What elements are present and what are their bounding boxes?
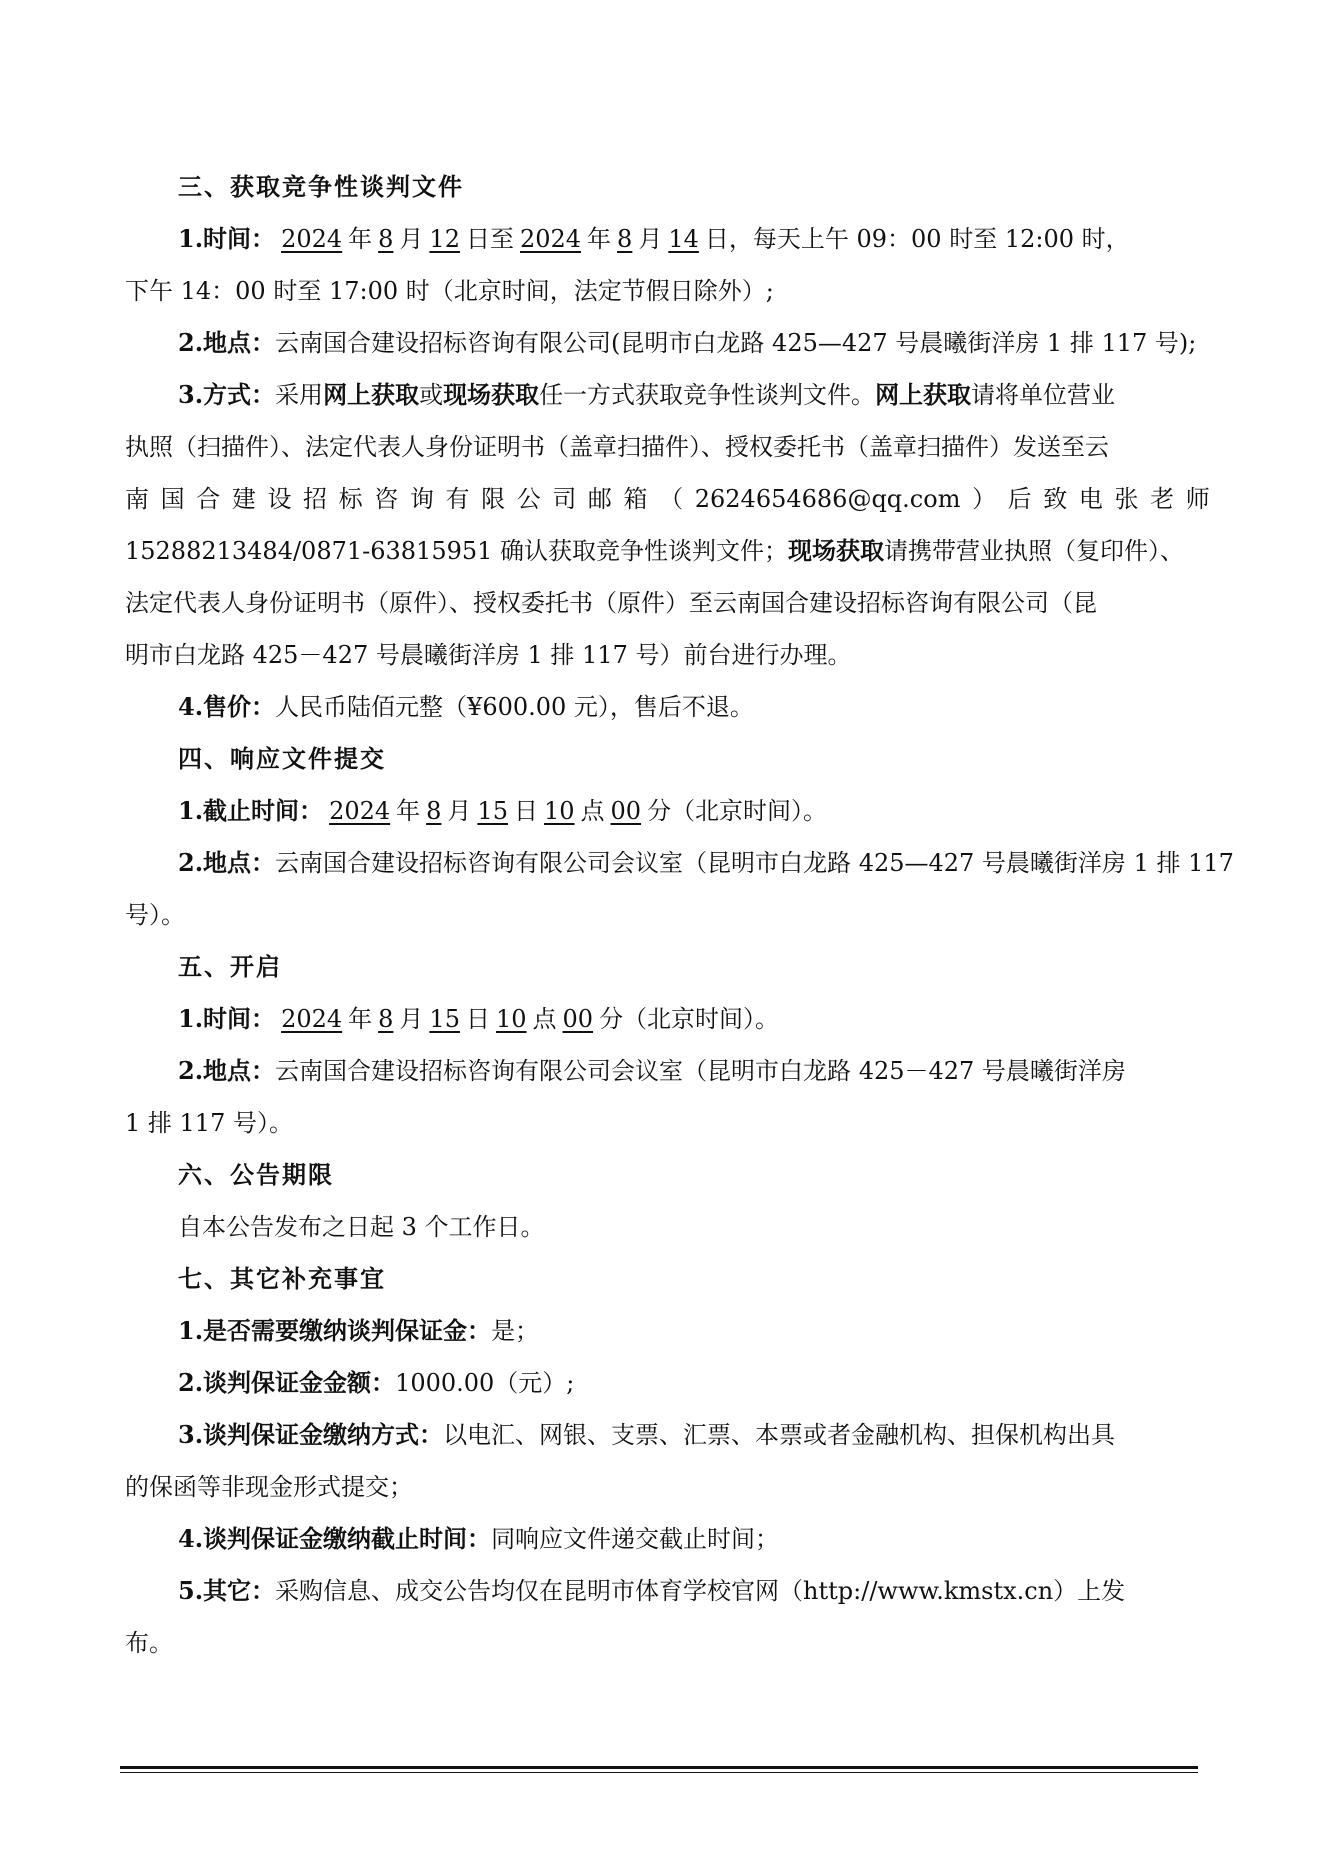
s4-deadline-line: [178, 794, 1210, 828]
s3-time-day-1: 12: [429, 225, 460, 253]
s3-method-char: 张: [1114, 485, 1139, 513]
s3-time-year-1: 2024: [281, 225, 343, 253]
s3-place-label: 2.地点：: [178, 328, 276, 357]
s3-time-label: 1.时间：: [178, 224, 276, 253]
s3-method-char: 南: [125, 485, 149, 513]
s4-deadline-text: 点: [580, 797, 605, 825]
s3-price-text: 人民币陆佰元整（¥600.00 元），售后不退。: [275, 693, 754, 721]
section-4-title: 四、响应文件提交: [178, 744, 386, 773]
s3-method-email: 2624654686@qq.com: [694, 485, 961, 513]
s6-text: 自本公告发布之日起 3 个工作日。: [178, 1213, 545, 1241]
s7-item-1-label: 1.是否需要缴纳谈判保证金：: [178, 1316, 492, 1345]
s4-deadline-label: 1.截止时间：: [178, 796, 324, 825]
s3-method-char: 致: [1043, 485, 1068, 513]
s4-deadline-day: 15: [477, 797, 508, 825]
s3-method-char: 公: [516, 485, 541, 513]
s3-method-bold: 网上获取: [323, 380, 420, 409]
s3-method-char: 合: [196, 485, 221, 513]
s3-method-line-2: 执照（扫描件）、法定代表人身份证明书（盖章扫描件）、授权委托书（盖章扫描件）发送至云: [125, 433, 1109, 461]
s5-time-text: 年: [348, 1005, 373, 1033]
s5-time-month: 8: [378, 1005, 394, 1033]
s5-place-label: 2.地点：: [178, 1056, 276, 1085]
s5-place-line-2: 1 排 117 号）。: [125, 1109, 293, 1137]
s3-place-line: [178, 326, 1210, 360]
s5-time-text: 分（北京时间）。: [599, 1005, 780, 1033]
s5-place-text: 云南国合建设招标咨询有限公司会议室（昆明市白龙路 425－427 号晨曦街洋房: [275, 1057, 1126, 1085]
s3-method-char: 标: [338, 485, 363, 513]
s3-method-char: 设: [267, 485, 292, 513]
s3-method-bold: 网上获取: [875, 380, 972, 409]
s3-method-line-3: [125, 482, 1210, 516]
s4-deadline-text: 月: [447, 797, 472, 825]
s5-time-line: [178, 1002, 1210, 1036]
s3-method-line-4: [125, 534, 1210, 568]
s5-time-label: 1.时间：: [178, 1004, 276, 1033]
s3-time-month-1: 8: [378, 225, 394, 253]
s3-time-text: 月: [638, 225, 663, 253]
s3-time-text: 日，每天上午 09：00 时至 12:00 时，: [704, 225, 1130, 253]
s3-method-char: 咨: [374, 485, 399, 513]
s7-item-4-text: 同响应文件递交截止时间；: [491, 1525, 780, 1553]
s3-method-char: 老: [1150, 485, 1175, 513]
s7-item-3-label: 3.谈判保证金缴纳方式：: [178, 1420, 444, 1449]
s3-time-text: 日至: [465, 225, 514, 253]
s3-price-line: [178, 690, 1210, 724]
s4-deadline-minute: 00: [610, 797, 642, 825]
s5-time-minute: 00: [562, 1005, 594, 1033]
s5-time-text: 日: [465, 1005, 490, 1033]
s3-method-char: 建: [231, 485, 256, 513]
s3-method-char: 国: [160, 485, 185, 513]
s3-method-char: 有: [445, 485, 470, 513]
s3-price-label: 4.售价：: [178, 692, 276, 721]
s3-method-char: 师: [1185, 485, 1210, 513]
s3-method-line-6: 明市白龙路 425－427 号晨曦街洋房 1 排 117 号）前台进行办理。: [125, 641, 852, 669]
s3-method-char: 电: [1078, 485, 1103, 513]
s7-item-1-text: 是；: [491, 1317, 540, 1345]
s3-time-line-2: 下午 14：00 时至 17:00 时（北京时间，法定节假日除外）;: [125, 277, 774, 305]
s7-item-4: [178, 1522, 1210, 1556]
s3-method-bold: 现场获取: [788, 536, 885, 565]
s4-deadline-year: 2024: [329, 797, 391, 825]
section-3-title: 三、获取竞争性谈判文件: [178, 172, 464, 201]
s3-method-text: 请携带营业执照（复印件）、: [884, 537, 1185, 565]
s3-time-text: 年: [587, 225, 612, 253]
s3-method-label: 3.方式：: [178, 380, 276, 409]
s7-item-5-text: 采购信息、成交公告均仅在昆明市体育学校官网（http://www.kmstx.cn）上发: [275, 1577, 1126, 1605]
s7-item-1: [178, 1314, 1210, 1348]
s4-deadline-text: 年: [396, 797, 421, 825]
s4-deadline-month: 8: [426, 797, 442, 825]
s7-item-2-text: 1000.00（元）;: [395, 1369, 575, 1397]
s3-method-char: 限: [481, 485, 506, 513]
s4-deadline-text: 分（北京时间）。: [647, 797, 828, 825]
s4-deadline-hour: 10: [543, 797, 575, 825]
s3-method-char: 询: [409, 485, 434, 513]
s7-item-2-label: 2.谈判保证金金额：: [178, 1368, 396, 1397]
s4-place-line: [178, 846, 1234, 880]
s7-item-3-text: 以电汇、网银、支票、汇票、本票或者金融机构、担保机构出具: [443, 1421, 1116, 1449]
s7-item-2: [178, 1366, 1210, 1400]
s3-method-char: 招: [303, 485, 328, 513]
s3-method-line-1: [178, 378, 1210, 412]
s5-place-line: [178, 1054, 1210, 1088]
s7-item-5-line-2: 布。: [125, 1629, 173, 1657]
s3-method-text: 15288213484/0871-63815951 确认获取竞争性谈判文件；: [125, 537, 789, 565]
s5-time-hour: 10: [495, 1005, 527, 1033]
s3-time-text: 年: [348, 225, 373, 253]
s3-method-text: 或: [419, 381, 444, 409]
s3-method-char: （: [659, 485, 684, 513]
s5-time-year: 2024: [281, 1005, 343, 1033]
s3-method-text: 请将单位营业: [971, 381, 1116, 409]
s3-method-char: 后: [1007, 485, 1032, 513]
footer-rule-thick: [120, 1766, 1198, 1769]
s5-time-text: 月: [399, 1005, 424, 1033]
s7-item-5: [178, 1574, 1210, 1608]
s3-method-text: 采用: [275, 381, 324, 409]
s3-place-text: 云南国合建设招标咨询有限公司(昆明市白龙路 425—427 号晨曦街洋房 1 排 117 号);: [275, 329, 1197, 357]
s3-time-month-2: 8: [617, 225, 633, 253]
footer-rule-thin: [120, 1772, 1198, 1773]
s5-time-day: 15: [429, 1005, 460, 1033]
s7-item-4-label: 4.谈判保证金缴纳截止时间：: [178, 1524, 492, 1553]
s3-method-char: 箱: [623, 485, 648, 513]
s5-time-text: 点: [532, 1005, 557, 1033]
s4-deadline-text: 日: [513, 797, 538, 825]
s7-item-5-label: 5.其它：: [178, 1576, 276, 1605]
section-7-title: 七、其它补充事宜: [178, 1264, 386, 1293]
s4-place-text: 云南国合建设招标咨询有限公司会议室（昆明市白龙路 425—427 号晨曦街洋房 1 排 117: [275, 849, 1234, 877]
section-6-title: 六、公告期限: [178, 1160, 334, 1189]
section-5-title: 五、开启: [178, 952, 282, 981]
s7-item-3: [178, 1418, 1210, 1452]
s3-method-line-5: 法定代表人身份证明书（原件）、授权委托书（原件）至云南国合建设招标咨询有限公司（昆: [125, 589, 1097, 617]
s3-method-bold: 现场获取: [443, 380, 540, 409]
s7-item-3-line-2: 的保函等非现金形式提交；: [125, 1473, 413, 1501]
s3-method-char: ）: [972, 485, 997, 513]
s3-method-char: 邮: [587, 485, 612, 513]
s3-method-char: 司: [552, 485, 577, 513]
s3-time-text: 月: [399, 225, 424, 253]
s3-time-year-2: 2024: [519, 225, 582, 253]
s3-time-day-2: 14: [668, 225, 699, 253]
s4-place-label: 2.地点：: [178, 848, 276, 877]
s4-place-line-2: 号）。: [125, 901, 185, 929]
s3-method-text: 任一方式获取竞争性谈判文件。: [539, 381, 876, 409]
s3-time-line-1: [178, 222, 1210, 256]
